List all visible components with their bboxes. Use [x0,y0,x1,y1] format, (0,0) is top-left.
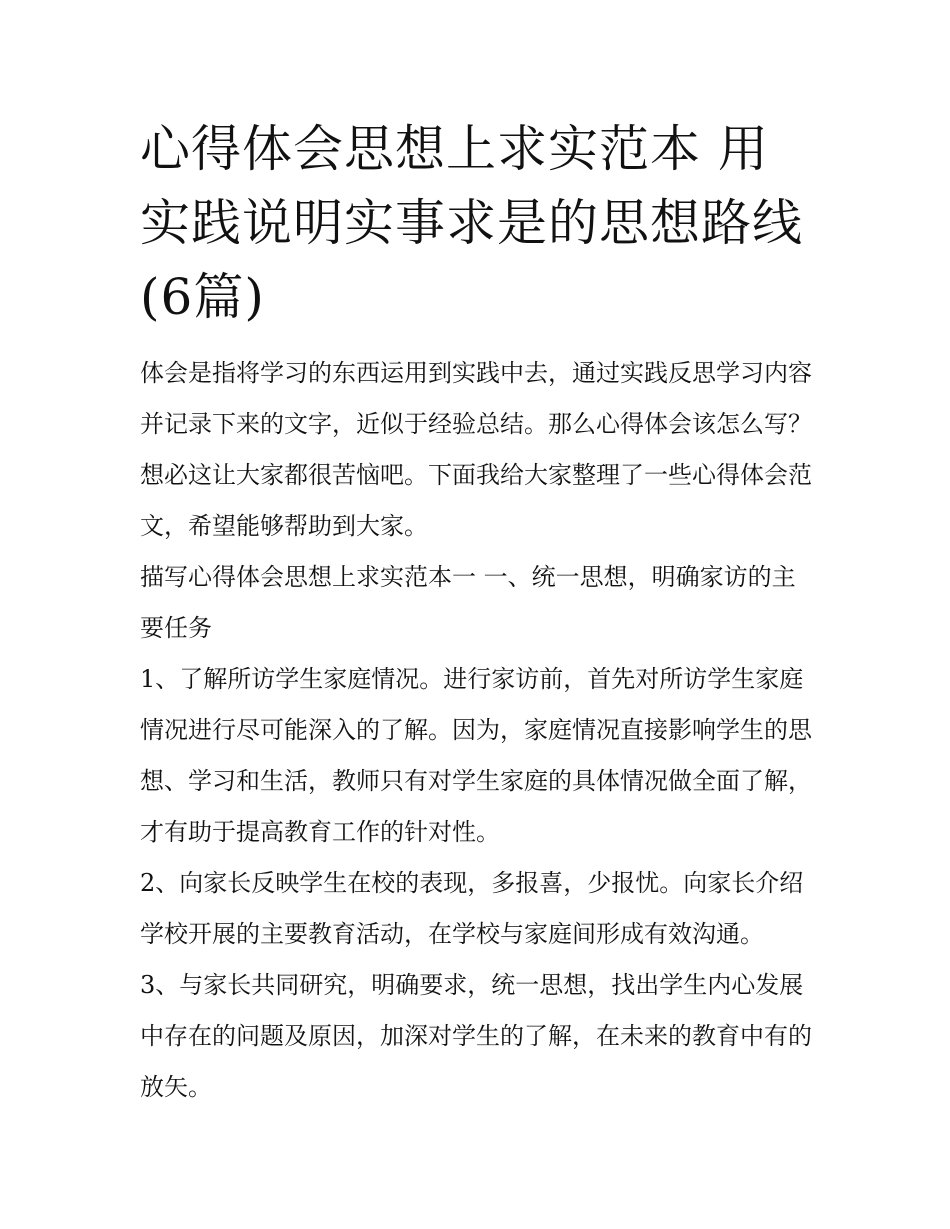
document-title: 心得体会思想上求实范本 用实践说明实事求是的思想路线(6篇) [140,120,803,326]
document-body [140,112,812,1113]
list-item-3: 3、与家长共同研究，明确要求，统一思想，找出学生内心发展中存在的问题及原因，加深对学生的了解，在未来的教育中有的放矢。 [140,971,812,1101]
intro-paragraph: 体会是指将学习的东西运用到实践中去，通过实践反思学习内容并记录下来的文字，近似于经验总结。那么心得体会该怎么写？想必这让大家都很苦恼吧。下面我给大家整理了一些心得体会范文，希望能够帮助到大家。 [140,359,812,540]
section-heading: 描写心得体会思想上求实范本一 一、统一思想，明确家访的主要任务 [140,563,796,642]
list-item-1: 1、了解所访学生家庭情况。进行家访前，首先对所访学生家庭情况进行尽可能深入的了解。因为，家庭情况直接影响学生的思想、学习和生活，教师只有对学生家庭的具体情况做全面了解，才有助于提高教育工作的针对性。 [140,665,812,846]
list-item-2: 2、向家长反映学生在校的表现，多报喜，少报忧。向家长介绍学校开展的主要教育活动，在学校与家庭间形成有效沟通。 [140,869,804,948]
